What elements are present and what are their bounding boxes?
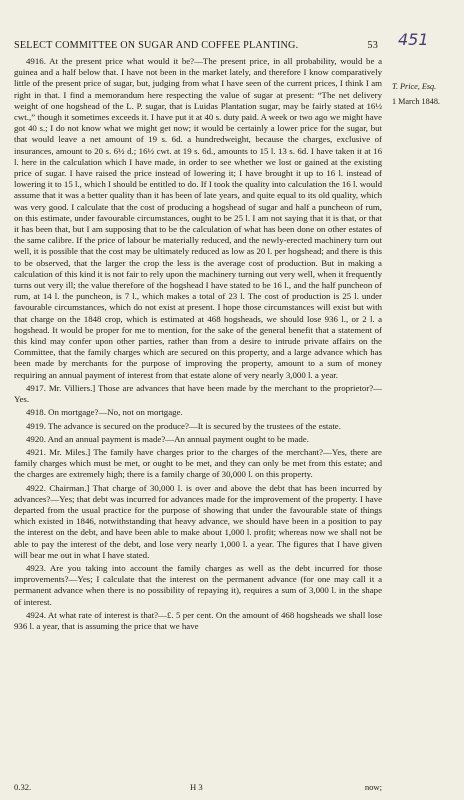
paragraph-4916: 4916. At the present price what would it be?—The present price, in all probability, would be a guinea and a half below that. I have not been in the market lately, and therefore I know comparatively little of the present price of sugar, but, judging from what I have seen of the current prices, I think I am right in that. I find a memorandum here respecting the value of sugar at present: “The net delivery weight of one hogshead of the L. P. sugar, that is Luidas Plantation sugar, may be fairly stated at 16½ cwt.,” though it sometimes exceeds it. I have put it at 40 s. duty paid. A week or two ago we might have got 40 s.; I do not know what we might get now; it would be certainly a lower price for the sugar, but that would leave a net amount of 19 s. 6d. a hundredweight, because the charges, exclusive of insurances, amount to 20 s. 6½ d.; 16½ cwt. at 19 s. 6d., amounts to 15 l. 13 s. 6d. I have taken it at 16 l. here in the calculation which I have made, in order to see whether we lost or gained at the existing price of sugar. I have raised the price instead of lowering it; I have brought it up to 16 l. instead of lowering it to 15 l., which I should be entitled to do. If I took the quality into calculation the 16 l. would assume that it was a better quality than it has been of late years, and quite equal to its old quality, which was very good. I calculate that the cost of producing a hogshead of sugar and half a puncheon of rum, on this estimate, under favourable circumstances, ought to be 25 l. I am not saying that it is that, or that it has been that, but I am supposing that to be the calculation of what has been done on other estates of the same calibre. If the price of labour be materially reduced, and the newly-erected machinery turn out well, it is possible that the cost may be ultimately reduced as low as 20 l. per hogshead; and there is this to be observed, that the larger the crop the less is the average cost of production. But in making a calculation of this kind it is not fair to rely upon the machinery turning out very well, when it frequently turns out very ill; the value therefore of the hogshead I have stated to be 16 l., and the half puncheon of rum, at 14 l. the puncheon, is 7 l., which makes a total of 23 l. The cost of production is 25 l. under favourable circumstances, which do not exist at present. I hope those circumstances will exist but with that charge on the 1848 crop, which is estimated at 468 hogsheads, we should lose 936 l., or 2 l. a hogshead. It would be proper for me to mention, for the sake of the general benefit that a statement of this kind may confer upon other parties, rather than from a desire to intrude private affairs on the Committee, that the family charges which are secured on this property, and a large advance which has been made by merchants for the purpose of improving the property, amount to a sum of money requiring an annual payment of interest from that estate alone of very nearly 3,000 l. a year. [14,56,382,380]
page-footer [14,782,382,794]
handwritten-folio-number: 451 [398,30,429,49]
body-text [14,56,382,634]
sidenote-witness: T. Price, Esq. [392,82,437,91]
paragraph-4918: 4918. On mortgage?—No, not on mortgage. [26,407,183,418]
paragraph-4924: 4924. At what rate of interest is that?—£. 5 per cent. On the amount of 468 hogsheads we shall lose 936 l. a year, that is assuming the price that we have [14,609,382,631]
paragraph-4917: 4917. Mr. Villiers.] Those are advances that have been made by the merchant to the proprietor?—Yes. [14,382,382,405]
page-number: 53 [367,40,378,51]
footer-signature: H 3 [190,782,203,792]
footer-count: 0.32. [14,782,32,792]
paragraph-4922: 4922. Chairman.] That charge of 30,000 l. is over and above the debt that has been incurred by advances?—Yes; that debt was incurred for advances made for the improvement of the property. I have departed from the usual practice for the purpose of showing that under the favourable state of things which existed in 1846, notwithstanding that heavy advance, we should have been in a position to pay the interest on the debt, and have been able to make about 1,000 l. profit; whereas now we shall not be able to pay the interest of the debt, and lose very nearly 1,000 l. a year. The figures that I have given will bear me out in what I have stated. [14,482,382,560]
header-title: SELECT COMMITTEE ON SUGAR AND COFFEE PLANTING. [14,40,299,51]
paragraph-4920: 4920. And an annual payment is made?—An annual payment ought to be made. [26,433,309,444]
paragraph-4923: 4923. Are you taking into account the family charges as well as the debt incurred for those improvements?—Yes; I calculate that the interest on the permanent advance (for one may call it a permanent advance when there is no possibility of repaying it), requires a sum of 3,000 l. in the shape of interest. [14,562,382,607]
footer-catchword: now; [364,782,382,792]
sidenote-date: 1 March 1848. [392,97,440,106]
running-header [14,40,384,51]
paragraph-4921: 4921. Mr. Miles.] The family have charges prior to the charges of the merchant?—Yes, there are family charges which must be met, or ought to be met, and they can only be met from this estate; and the charges are extremely high; there is a family charge of 30,000 l. on this property. [14,446,382,480]
paragraph-4919: 4919. The advance is secured on the produce?—It is secured by the trustees of the estate. [26,420,341,431]
